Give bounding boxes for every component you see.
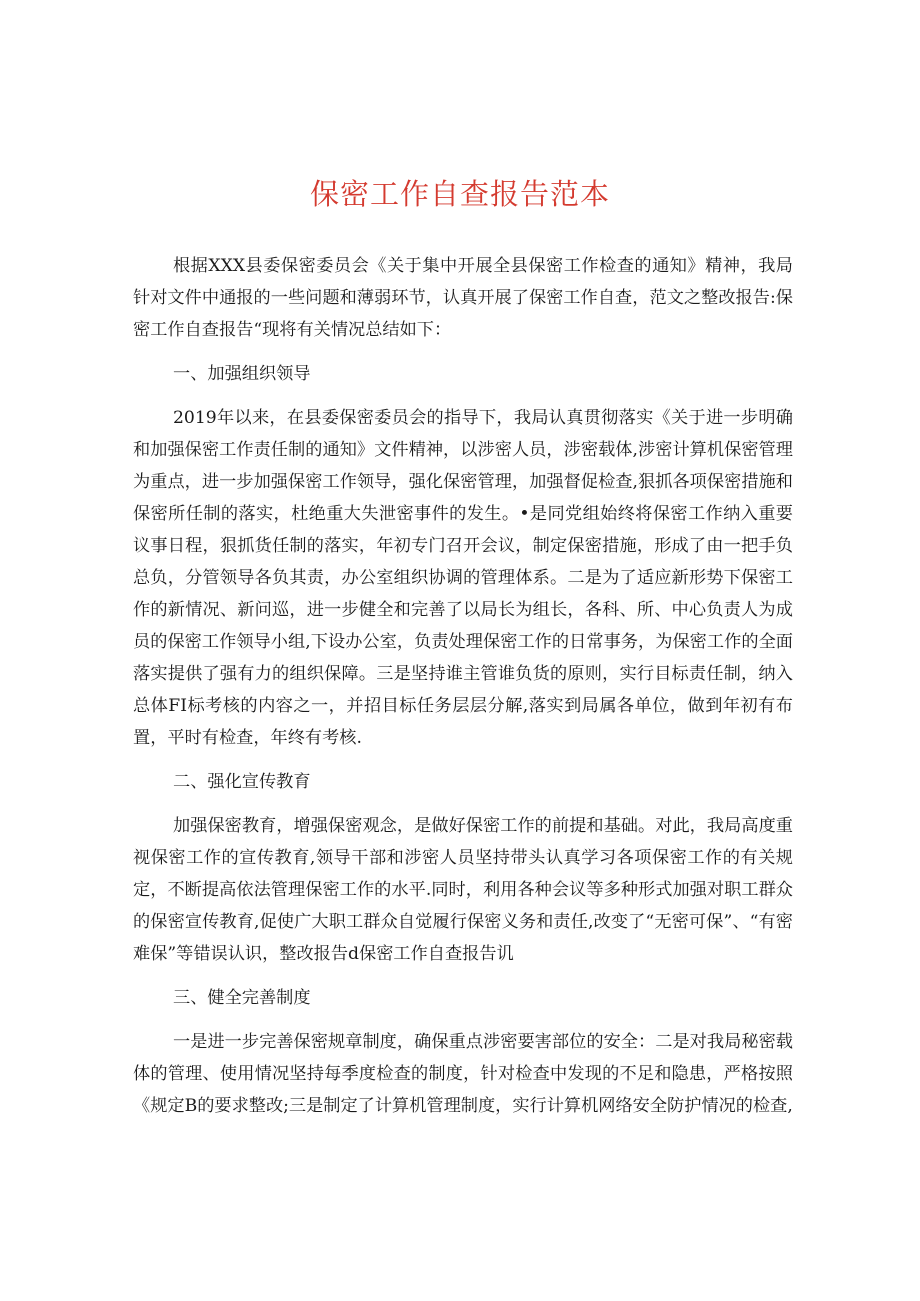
section-heading-education: 二、强化宣传教育 (173, 772, 311, 792)
section-heading-organization: 一、加强组织领导 (173, 364, 311, 384)
document-body (133, 250, 793, 1134)
education-paragraph: 加强保密教育，增强保密观念，是做好保密工作的前提和基础。对此，我局高度重视保密工作的宣传教育,领导干部和涉密人员坚持带头认真学习各项保密工作的有关规定，不断提高依法管理保密工作的水平.同时，利用各种会议等多种形式加强对职工群众的保密宣传教育,促使广大职工群众自觉履行保密义务和责任,改变了“无密可保”、“有密难保”等错误认识，整改报告d保密工作自查报告讥 (133, 816, 793, 964)
system-paragraph: 一是进一步完善保密规章制度，确保重点涉密要害部位的安全：二是对我局秘密载体的管理、使用情况坚持每季度检查的制度，针对检查中发现的不足和隐患，严格按照《规定B的要求整改;三是制定了计算机管理制度，实行计算机网络安全防护情况的检查, (133, 1032, 793, 1116)
organization-paragraph: 2019年以来，在县委保密委员会的指导下，我局认真贯彻落实《关于进一步明确和加强保密工作责任制的通知》文件精神，以涉密人员，涉密载体,涉密计算机保密管理为重点，进一步加强保密工作领导，强化保密管理，加强督促检查,狠抓各项保密措施和保密所任制的落实，杜绝重大失泄密事件的发生。•是同党组始终将保密工作纳入重要议事日程，狠抓货任制的落实，年初专门召开会议，制定保密措施，形成了由一把手负总负，分管领导各负其责，办公室组织协调的管理体系。二是为了适应新形势下保密工作的新情况、新问巡，进一步健全和完善了以局长为组长，各科、所、中心负责人为成员的保密工作领导小组,下设办公室，负责处理保密工作的日常事务，为保密工作的全面落实提供了强有力的组织保障。三是坚持谁主管谁负货的原则，实行目标责任制，纳入总体FI标考核的内容之一，并招目标任务层层分解,落实到局属各单位，做到年初有布置，平时有检查，年终有考核. (133, 408, 793, 748)
intro-paragraph: 根据XXX县委保密委员会《关于集中开展全县保密工作检查的通知》精神，我局针对文件中通报的一些问题和薄弱环节，认真开展了保密工作自查，范文之整改报告:保密工作自查报告“现将有关情况总结如下： (133, 256, 793, 340)
document-title: 保密工作自查报告范本 (309, 177, 610, 211)
section-heading-system: 三、健全完善制度 (173, 988, 311, 1008)
